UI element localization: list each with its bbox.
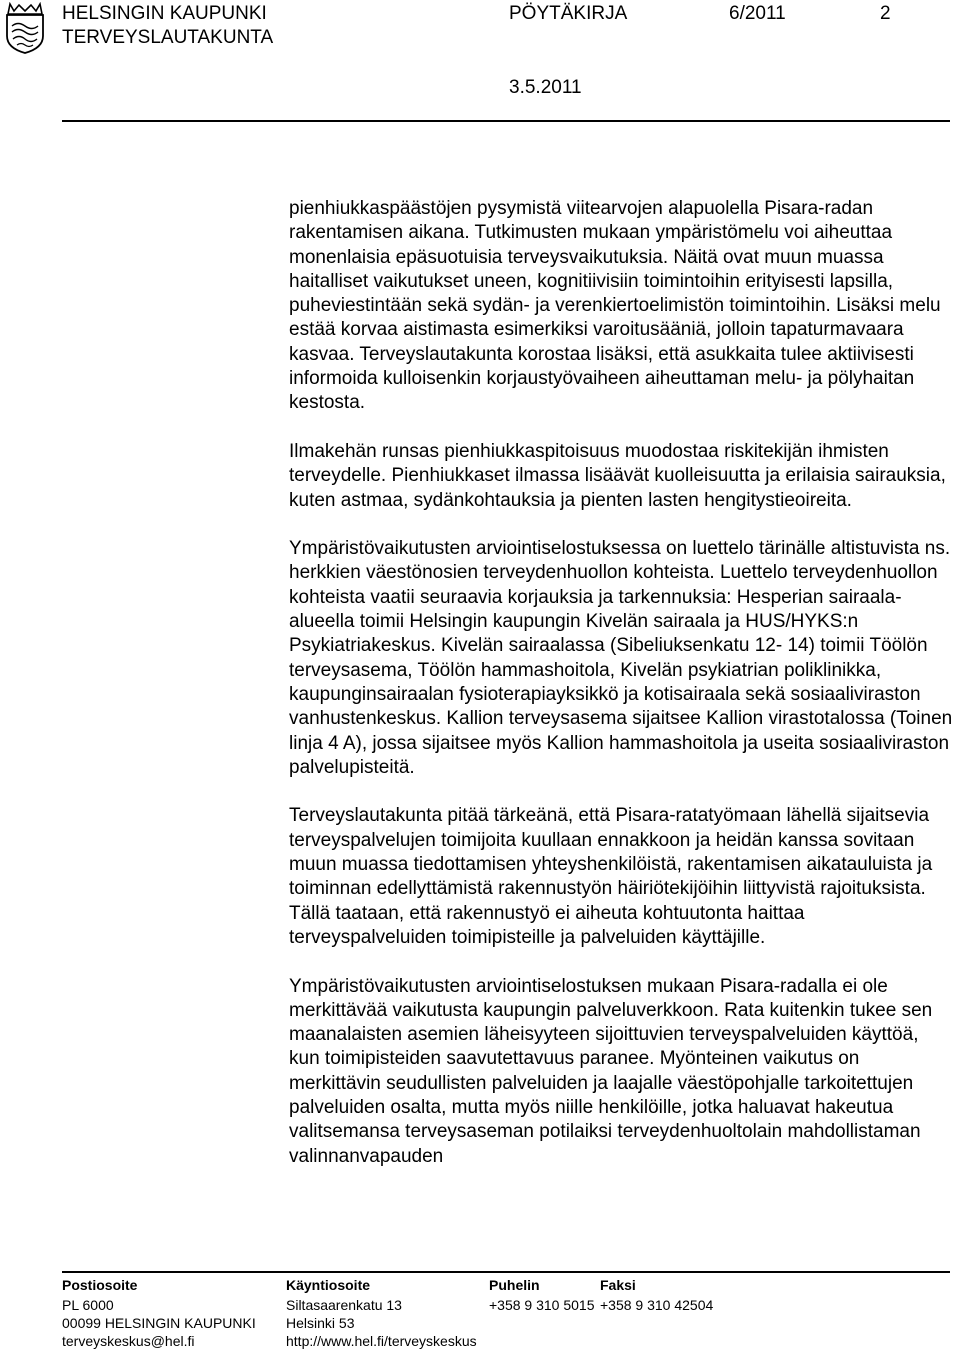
postal-box: PL 6000 (62, 1297, 114, 1313)
helsinki-coat-of-arms-icon (4, 2, 46, 54)
document-number: 6/2011 (729, 3, 786, 24)
meeting-date: 3.5.2011 (509, 77, 582, 98)
fax-number: +358 9 310 42504 (600, 1297, 714, 1313)
document-type: PÖYTÄKIRJA (509, 3, 628, 24)
body-paragraph: Ilmakehän runsas pienhiukkaspitoisuus muodostaa riskitekijän ihmisten terveydelle. Pienhiukkaset ilmassa lisäävät kuolleisuutta ja erilaisia sairauksia, kuten astmaa, sydänkohtauksia ja pienten lasten hengitystieoireita. (289, 440, 946, 511)
fax-label: Faksi (600, 1277, 636, 1293)
email-link[interactable]: terveyskeskus@hel.fi (62, 1333, 195, 1349)
phone-label: Puhelin (489, 1277, 540, 1293)
phone-number: +358 9 310 5015 (489, 1297, 595, 1313)
visiting-street: Siltasaarenkatu 13 (286, 1297, 402, 1313)
org-name: HELSINGIN KAUPUNKI (62, 3, 267, 24)
body-paragraph: pienhiukkaspäästöjen pysymistä viitearvojen alapuolella Pisara-radan rakentamisen aikana. Tutkimusten mukaan ympäristömelu voi aiheuttaa monenlaisia epäsuotuisia terveysvaikutuksia. Näitä ovat muun muassa haitalliset vaikutukset uneen, kognitiivisiin toimintoihin erityisesti lapsilla, puheviestintään sekä sydän- ja verenkiertoelimistön toimintoihin. Lisäksi melu estää korvaa aistimasta esimerkiksi varoitusääniä, jolloin tapaturmavaara kasvaa. Terveyslautakunta korostaa lisäksi, että asukkaita tulee aktiivisesti informoida kulloisenkin korjaustyövaiheen aiheuttaman melu- ja pölyhaitan kestosta. (289, 198, 941, 414)
body-paragraph: Terveyslautakunta pitää tärkeänä, että Pisara-ratatyömaan lähellä sijaitsevia terveyspalvelujen toimijoita kuullaan ennakkoon ja heidän kanssa sovitaan muun muassa tiedottamisen yhteyshenkilöistä, rakentamisen aikatauluista ja toiminnan edellyttämistä rakennustyön häiriötekijöihin liittyvistä rajoituksista. Tällä taataan, että rakennustyö ei aiheuta kohtuutonta haittaa terveyspalveluiden toimipisteille ja palveluiden käyttäjille. (289, 805, 933, 948)
postal-city: 00099 HELSINGIN KAUPUNKI (62, 1315, 256, 1331)
website-link[interactable]: http://www.hel.fi/terveyskeskus (286, 1333, 477, 1349)
committee-name: TERVEYSLAUTAKUNTA (62, 27, 274, 48)
visiting-city: Helsinki 53 (286, 1315, 355, 1331)
body-paragraph: Ympäristövaikutusten arviointiselostuksessa on luettelo tärinälle altistuvista ns. herkkien väestönosien terveydenhuollon kohteista. Luettelo terveydenhuollon kohteista vaatii seuraavia korjauksia ja tarkennuksia: Hesperian sairaala-alueella toimii Helsingin kaupungin Kivelän sairaala ja HUS/HYKS:n Psykiatriakeskus. Kivelän sairaalassa (Sibeliuksenkatu 12- 14) toimii Töölön terveysasema, Töölön hammashoitola, Kivelän psykiatrian poliklinikka, kaupunginsairaalan fysioterapiayksikkö ja kotisairaala sekä sosiaaliviraston vanhustenkeskus. Kallion terveysasema sijaitsee Kallion virastotalossa (Toinen linja 4 A), jossa sijaitsee myös Kallion hammashoitola ja useita sosiaaliviraston palvelupisteitä. (289, 538, 953, 778)
document-body (289, 197, 954, 1169)
page-number: 2 (880, 3, 891, 24)
body-paragraph: Ympäristövaikutusten arviointiselostuksen mukaan Pisara-radalla ei ole merkittävää vaikutusta kaupungin palveluverkkoon. Rata kuitenkin tukee sen maanalaisten asemien läheisyyteen sijoittuvien terveyspalveluiden käyttöä, kun toimipisteiden saavutettavuus paranee. Myönteinen vaikutus on merkittävin seudullisten palveluiden ja laajalle väestöpohjalle tarkoitettujen palveluiden osalta, mutta myös niille henkilöille, jotka haluavat hakeutua valitsemansa terveysaseman potilaiksi terveydenhuoltolain mahdollistaman valinnanvapauden (289, 975, 933, 1167)
visiting-address-label: Käyntiosoite (286, 1277, 371, 1293)
postal-address-label: Postiosoite (62, 1277, 138, 1293)
header-divider (62, 120, 950, 122)
footer-divider (62, 1271, 950, 1273)
